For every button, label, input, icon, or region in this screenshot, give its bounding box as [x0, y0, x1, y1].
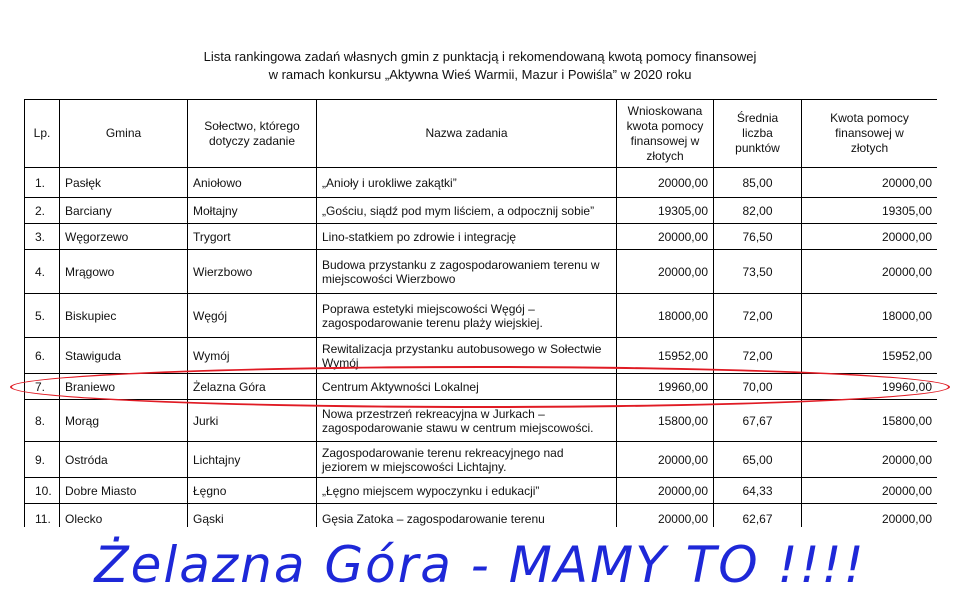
- row-nazwa-zadania: Rewitalizacja przystanku autobusowego w Sołectwie Wymój: [317, 338, 617, 374]
- ranking-table: [24, 99, 937, 527]
- row-kwota-pomocy: 18000,00: [802, 294, 938, 338]
- row-wnioskowana-kwota: 20000,00: [617, 442, 714, 478]
- row-srednia-punktow: 73,50: [714, 250, 802, 294]
- row-gmina: Ostróda: [60, 442, 188, 478]
- table-row: [25, 504, 938, 528]
- table-row: [25, 250, 938, 294]
- row-kwota-pomocy: 20000,00: [802, 224, 938, 250]
- row-nazwa-zadania: Centrum Aktywności Lokalnej: [317, 374, 617, 400]
- table-row: [25, 198, 938, 224]
- row-solectwo: Żelazna Góra: [188, 374, 317, 400]
- row-kwota-pomocy: 15800,00: [802, 400, 938, 442]
- highlight-oval: [10, 366, 950, 408]
- header-lp: Lp.: [25, 100, 60, 168]
- header-srednia-punktow: Średnia liczba punktów: [714, 100, 802, 168]
- title-line-1: Lista rankingowa zadań własnych gmin z punktacją i rekomendowaną kwotą pomocy finansowej: [203, 49, 757, 64]
- row-nazwa-zadania: Budowa przystanku z zagospodarowaniem terenu w miejscowości Wierzbowo: [317, 250, 617, 294]
- row-srednia-punktow: 64,33: [714, 478, 802, 504]
- table-row: [25, 224, 938, 250]
- row-srednia-punktow: 65,00: [714, 442, 802, 478]
- row-srednia-punktow: 85,00: [714, 168, 802, 198]
- row-kwota-pomocy: 20000,00: [802, 250, 938, 294]
- row-lp: 4.: [25, 250, 60, 294]
- header-gmina: Gmina: [60, 100, 188, 168]
- header-solectwo: Sołectwo, którego dotyczy zadanie: [188, 100, 317, 168]
- row-solectwo: Gąski: [188, 504, 317, 528]
- row-gmina: Węgorzewo: [60, 224, 188, 250]
- header-wnioskowana-kwota: Wnioskowana kwota pomocy finansowej w złotych: [617, 100, 714, 168]
- row-lp: 6.: [25, 338, 60, 374]
- header-nazwa-zadania: Nazwa zadania: [317, 100, 617, 168]
- row-gmina: Barciany: [60, 198, 188, 224]
- table-row: [25, 442, 938, 478]
- row-solectwo: Trygort: [188, 224, 317, 250]
- row-lp: 9.: [25, 442, 60, 478]
- row-lp: 5.: [25, 294, 60, 338]
- row-gmina: Dobre Miasto: [60, 478, 188, 504]
- header-kwota-pomocy: Kwota pomocy finansowej w złotych: [802, 100, 938, 168]
- row-lp: 1.: [25, 168, 60, 198]
- row-nazwa-zadania: Lino-statkiem po zdrowie i integrację: [317, 224, 617, 250]
- row-wnioskowana-kwota: 15800,00: [617, 400, 714, 442]
- row-kwota-pomocy: 19960,00: [802, 374, 938, 400]
- row-lp: 7.: [25, 374, 60, 400]
- document-title: [0, 48, 960, 84]
- row-nazwa-zadania: „Anioły i urokliwe zakątki”: [317, 168, 617, 198]
- row-solectwo: Łęgno: [188, 478, 317, 504]
- row-kwota-pomocy: 19305,00: [802, 198, 938, 224]
- row-nazwa-zadania: „Łęgno miejscem wypoczynku i edukacji”: [317, 478, 617, 504]
- row-wnioskowana-kwota: 20000,00: [617, 250, 714, 294]
- row-solectwo: Węgój: [188, 294, 317, 338]
- row-wnioskowana-kwota: 20000,00: [617, 168, 714, 198]
- row-wnioskowana-kwota: 20000,00: [617, 504, 714, 528]
- row-nazwa-zadania: Gęsia Zatoka – zagospodarowanie terenu: [317, 504, 617, 528]
- row-solectwo: Jurki: [188, 400, 317, 442]
- row-gmina: Pasłęk: [60, 168, 188, 198]
- row-srednia-punktow: 70,00: [714, 374, 802, 400]
- row-srednia-punktow: 72,00: [714, 338, 802, 374]
- row-nazwa-zadania: „Gościu, siądź pod mym liściem, a odpocznij sobie”: [317, 198, 617, 224]
- row-srednia-punktow: 76,50: [714, 224, 802, 250]
- row-wnioskowana-kwota: 18000,00: [617, 294, 714, 338]
- row-srednia-punktow: 67,67: [714, 400, 802, 442]
- row-solectwo: Lichtajny: [188, 442, 317, 478]
- row-kwota-pomocy: 20000,00: [802, 478, 938, 504]
- row-srednia-punktow: 82,00: [714, 198, 802, 224]
- row-kwota-pomocy: 20000,00: [802, 442, 938, 478]
- row-gmina: Biskupiec: [60, 294, 188, 338]
- row-wnioskowana-kwota: 15952,00: [617, 338, 714, 374]
- row-lp: 10.: [25, 478, 60, 504]
- row-nazwa-zadania: Poprawa estetyki miejscowości Węgój – zagospodarowanie terenu plaży wiejskiej.: [317, 294, 617, 338]
- row-srednia-punktow: 72,00: [714, 294, 802, 338]
- row-solectwo: Wierzbowo: [188, 250, 317, 294]
- row-lp: 8.: [25, 400, 60, 442]
- row-kwota-pomocy: 20000,00: [802, 168, 938, 198]
- table-row: [25, 478, 938, 504]
- table-row: [25, 294, 938, 338]
- row-gmina: Stawiguda: [60, 338, 188, 374]
- row-lp: 3.: [25, 224, 60, 250]
- row-lp: 11.: [25, 504, 60, 528]
- row-gmina: Braniewo: [60, 374, 188, 400]
- row-gmina: Morąg: [60, 400, 188, 442]
- header-row: [25, 100, 938, 168]
- row-nazwa-zadania: Nowa przestrzeń rekreacyjna w Jurkach – zagospodarowanie stawu w centrum miejscowości.: [317, 400, 617, 442]
- row-wnioskowana-kwota: 19960,00: [617, 374, 714, 400]
- row-wnioskowana-kwota: 19305,00: [617, 198, 714, 224]
- title-line-2: w ramach konkursu „Aktywna Wieś Warmii, Mazur i Powiśla” w 2020 roku: [268, 67, 692, 82]
- row-srednia-punktow: 62,67: [714, 504, 802, 528]
- row-gmina: Mrągowo: [60, 250, 188, 294]
- row-solectwo: Mołtajny: [188, 198, 317, 224]
- row-gmina: Olecko: [60, 504, 188, 528]
- row-wnioskowana-kwota: 20000,00: [617, 224, 714, 250]
- row-lp: 2.: [25, 198, 60, 224]
- row-wnioskowana-kwota: 20000,00: [617, 478, 714, 504]
- row-solectwo: Wymój: [188, 338, 317, 374]
- row-solectwo: Aniołowo: [188, 168, 317, 198]
- row-kwota-pomocy: 20000,00: [802, 504, 938, 528]
- banner-text: Żelazna Góra - MAMY TO !!!!: [94, 536, 866, 594]
- ranking-table-container: [24, 99, 937, 527]
- row-kwota-pomocy: 15952,00: [802, 338, 938, 374]
- row-nazwa-zadania: Zagospodarowanie terenu rekreacyjnego nad jeziorem w miejscowości Lichtajny.: [317, 442, 617, 478]
- table-row: [25, 168, 938, 198]
